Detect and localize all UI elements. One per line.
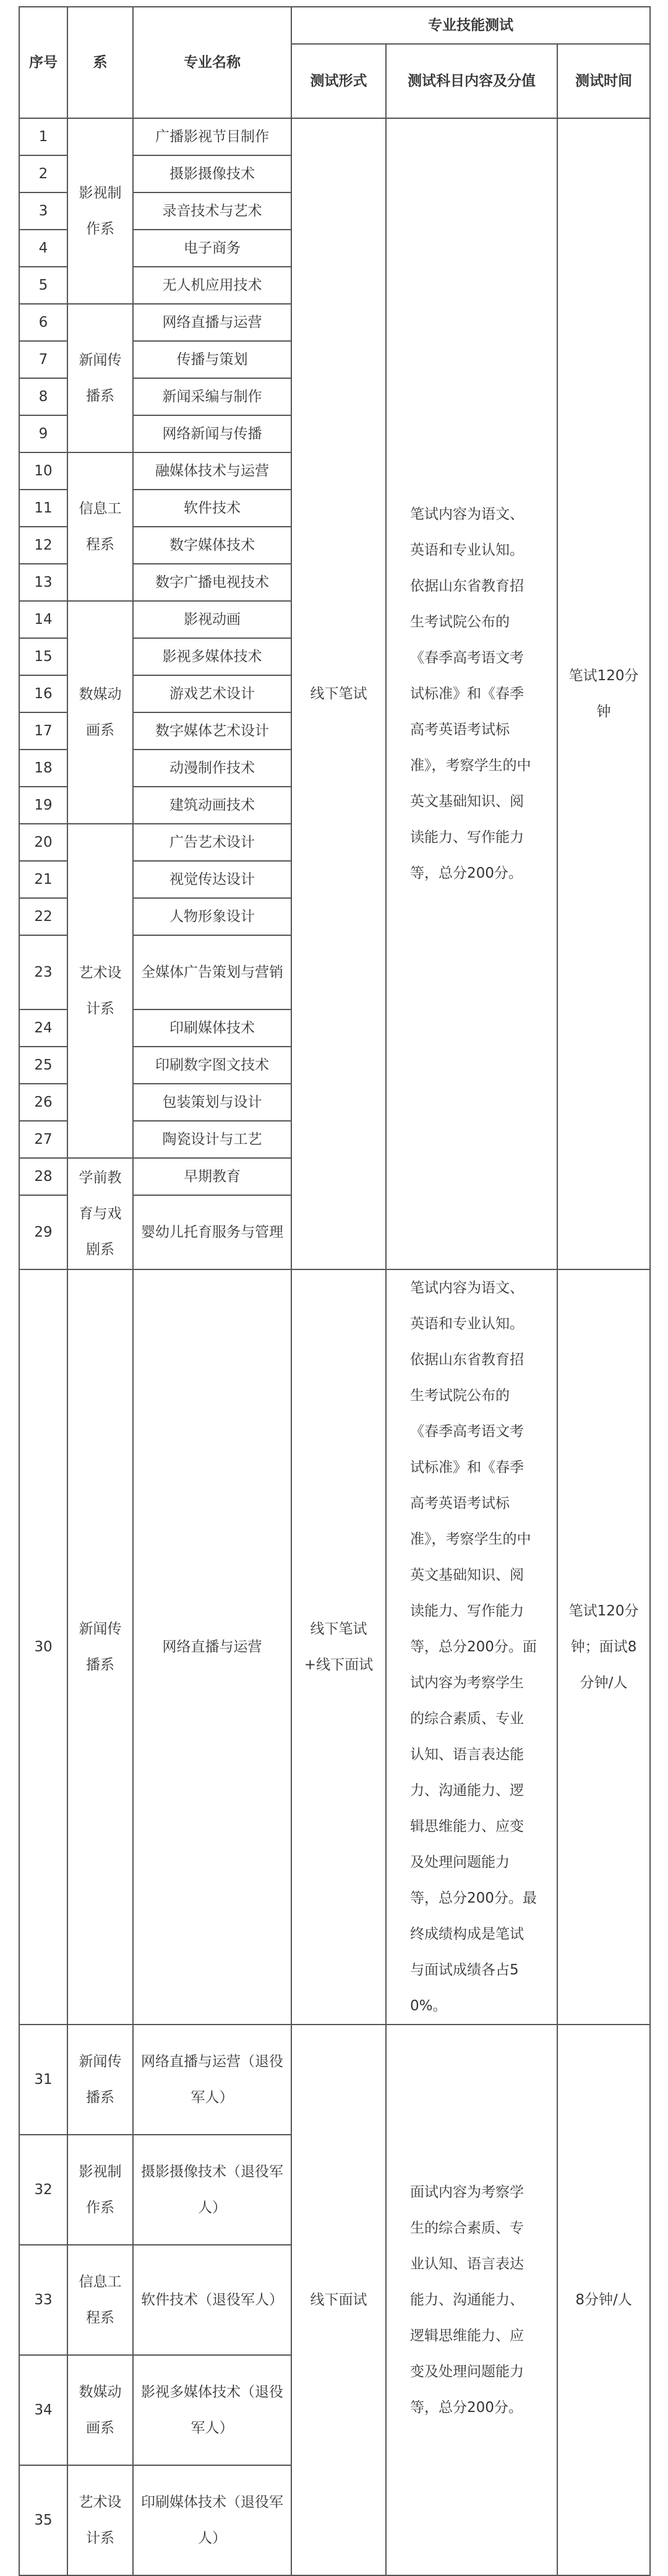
test-content-written: 笔试内容为语文、英语和专业认知。依据山东省教育招生考试院公布的《春季高考语文考试标准》和《春季高考英语考试标准》，考察学生的中英文基础知识、阅读能力、写作能力等，总分200分。: [386, 118, 557, 1269]
department-cell: 学前教育与戏剧系: [67, 1158, 133, 1269]
department-cell: 影视制作系: [67, 118, 133, 304]
department-cell: 影视制作系: [67, 2135, 133, 2245]
test-content-combined: 笔试内容为语文、英语和专业认知。依据山东省教育招生考试院公布的《春季高考语文考试标准》和《春季高考英语考试标准》，考察学生的中英文基础知识、阅读能力、写作能力等，总分200分。面试内容为考察学生的综合素质、专业认知、语言表达能力、沟通能力、逻辑思维能力、应变及处理问题能力等，总分200分。最终成绩构成是笔试与面试成绩各占50%。: [386, 1269, 557, 2025]
row-number: 28: [19, 1158, 67, 1195]
major-name: 早期教育: [133, 1158, 291, 1195]
test-form-interview: 线下面试: [291, 2025, 386, 2575]
header-skill-test: 专业技能测试: [291, 7, 650, 44]
test-time-interview: 8分钟/人: [557, 2025, 650, 2575]
major-name: 摄影摄像技术（退役军人）: [133, 2135, 291, 2245]
major-name: 软件技术（退役军人）: [133, 2245, 291, 2355]
major-name: 广播影视节目制作: [133, 118, 291, 155]
row-number: 4: [19, 230, 67, 267]
major-name: 录音技术与艺术: [133, 192, 291, 230]
row-number: 18: [19, 750, 67, 787]
department-cell: 艺术设计系: [67, 2465, 133, 2575]
row-number: 1: [19, 118, 67, 155]
major-name: 电子商务: [133, 230, 291, 267]
test-form-combined: 线下笔试+线下面试: [291, 1269, 386, 2025]
row-number: 2: [19, 155, 67, 192]
row-number: 11: [19, 490, 67, 527]
row-number: 26: [19, 1084, 67, 1121]
major-name: 数字广播电视技术: [133, 564, 291, 601]
major-name: 传播与策划: [133, 341, 291, 378]
major-name: 影视动画: [133, 601, 291, 638]
major-name: 数字媒体技术: [133, 527, 291, 564]
row-number: 8: [19, 378, 67, 415]
major-name: 建筑动画技术: [133, 787, 291, 824]
admission-test-table: [19, 6, 651, 2576]
row-number: 21: [19, 861, 67, 898]
major-name: 新闻采编与制作: [133, 378, 291, 415]
major-name: 广告艺术设计: [133, 824, 291, 861]
department-cell: 新闻传播系: [67, 1269, 133, 2025]
row-number: 6: [19, 304, 67, 341]
major-name: 人物形象设计: [133, 898, 291, 935]
major-name: 婴幼儿托育服务与管理: [133, 1195, 291, 1269]
row-number: 3: [19, 192, 67, 230]
row-number: 5: [19, 267, 67, 304]
major-name: 包装策划与设计: [133, 1084, 291, 1121]
major-name: 游戏艺术设计: [133, 675, 291, 712]
major-name: 陶瓷设计与工艺: [133, 1121, 291, 1158]
row-number: 23: [19, 935, 67, 1009]
row-number: 12: [19, 527, 67, 564]
test-time-combined: 笔试120分钟；面试8分钟/人: [557, 1269, 650, 2025]
department-cell: 艺术设计系: [67, 824, 133, 1158]
major-name: 数字媒体艺术设计: [133, 712, 291, 750]
row-number: 17: [19, 712, 67, 750]
department-cell: 信息工程系: [67, 452, 133, 601]
department-cell: 新闻传播系: [67, 2025, 133, 2135]
department-cell: 新闻传播系: [67, 304, 133, 452]
row-number: 16: [19, 675, 67, 712]
row-number: 32: [19, 2135, 67, 2245]
department-cell: 数媒动画系: [67, 2355, 133, 2465]
row-number: 29: [19, 1195, 67, 1269]
major-name: 影视多媒体技术: [133, 638, 291, 675]
row-number: 34: [19, 2355, 67, 2465]
row-number: 20: [19, 824, 67, 861]
header-form: 测试形式: [291, 44, 386, 118]
header-time: 测试时间: [557, 44, 650, 118]
major-name: 视觉传达设计: [133, 861, 291, 898]
major-name: 网络直播与运营: [133, 304, 291, 341]
header-seq: 序号: [19, 7, 67, 118]
department-cell: 信息工程系: [67, 2245, 133, 2355]
row-number: 33: [19, 2245, 67, 2355]
major-name: 无人机应用技术: [133, 267, 291, 304]
row-number: 31: [19, 2025, 67, 2135]
row-number: 14: [19, 601, 67, 638]
test-content-interview: 面试内容为考察学生的综合素质、专业认知、语言表达能力、沟通能力、逻辑思维能力、应变及处理问题能力等，总分200分。: [386, 2025, 557, 2575]
major-name: 软件技术: [133, 490, 291, 527]
major-name: 网络新闻与传播: [133, 415, 291, 452]
major-name: 摄影摄像技术: [133, 155, 291, 192]
row-number: 35: [19, 2465, 67, 2575]
row-number: 30: [19, 1269, 67, 2025]
test-form-written: 线下笔试: [291, 118, 386, 1269]
header-dept: 系: [67, 7, 133, 118]
row-number: 15: [19, 638, 67, 675]
major-name: 印刷数字图文技术: [133, 1047, 291, 1084]
header-content: 测试科目内容及分值: [386, 44, 557, 118]
row-number: 7: [19, 341, 67, 378]
major-name: 影视多媒体技术（退役军人）: [133, 2355, 291, 2465]
major-name: 全媒体广告策划与营销: [133, 935, 291, 1009]
header-major: 专业名称: [133, 7, 291, 118]
major-name: 网络直播与运营（退役军人）: [133, 2025, 291, 2135]
row-number: 25: [19, 1047, 67, 1084]
row-number: 22: [19, 898, 67, 935]
major-name: 动漫制作技术: [133, 750, 291, 787]
row-number: 19: [19, 787, 67, 824]
row-number: 27: [19, 1121, 67, 1158]
row-number: 13: [19, 564, 67, 601]
major-name: 印刷媒体技术（退役军人）: [133, 2465, 291, 2575]
major-name: 网络直播与运营: [133, 1269, 291, 2025]
department-cell: 数媒动画系: [67, 601, 133, 824]
row-number: 10: [19, 452, 67, 490]
test-time-written: 笔试120分钟: [557, 118, 650, 1269]
major-name: 融媒体技术与运营: [133, 452, 291, 490]
major-name: 印刷媒体技术: [133, 1009, 291, 1047]
row-number: 24: [19, 1009, 67, 1047]
row-number: 9: [19, 415, 67, 452]
